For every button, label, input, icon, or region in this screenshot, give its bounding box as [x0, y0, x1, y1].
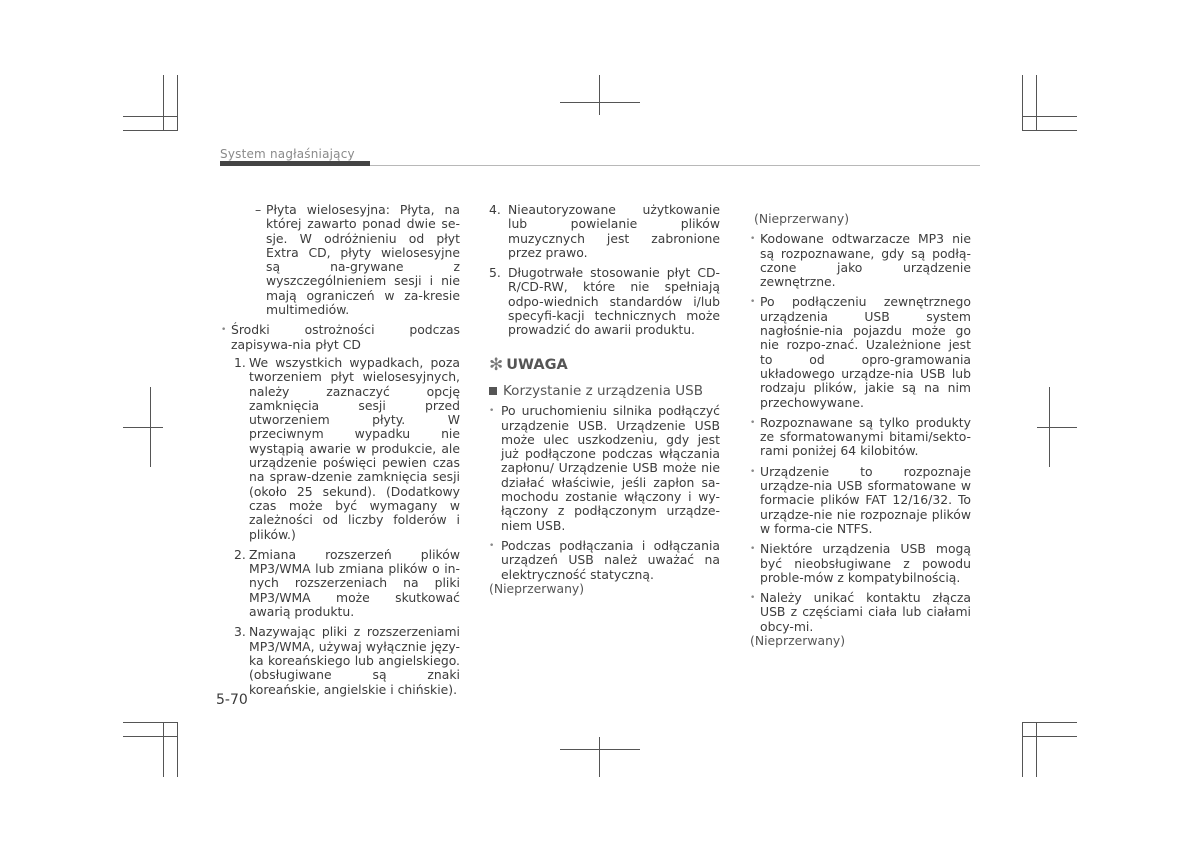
bullet-text: Należy unikać kontaktu złącza USB z częściami ciała lub ciałami obcy-mi. — [760, 590, 971, 634]
numbered-item-text: Nieautoryzowane użytkowanie lub powielanie plików muzycznych jest zabronione przez prawo. — [508, 202, 720, 260]
page-number: 5-70 — [216, 692, 248, 708]
numbered-item-text: Zmiana rozszerzeń plików MP3/WMA lub zmiana plików o in-nych rozszerzeniach na pliki MP3/WMA może skutkować awarią produktu. — [249, 546, 460, 620]
bullet-text: Urządzenie to rozpoznaje urządze-nia USB sformatowane w formacie plików FAT 12/16/32. To urządze-nie nie rozpoznaje plików w forma-cie NTFS. — [760, 463, 971, 536]
bullet-list-item: • Po uruchomieniu silnika podłączyć urządzenie USB. Urządzenie USB może ulec uszkodzeniu, gdy jest już podłączone podczas włączania zapłonu/ Urządzenie USB może nie działać właściwie, jeśli zapłon sa-mochodu zostanie włączony i wy-łączony z podłączonym urządze-niem USB. — [489, 403, 720, 533]
left-column — [221, 203, 460, 697]
bullet-list-item: • Urządzenie to rozpoznaje urządze-nia USB sformatowane w formacie plików FAT 12/16/32. To urządze-nie nie rozpoznaje plików w forma-cie NTFS. — [750, 463, 971, 536]
header-bar — [220, 161, 370, 166]
bullet-text: Po uruchomieniu silnika podłączyć urządzenie USB. Urządzenie USB może ulec uszkodzeniu, gdy jest już podłączone podczas włączania zapłonu/ Urządzenie USB może nie działać właściwie, jeśli zapłon sa-mochodu zostanie włączony i wy-łączony z podłączonym urządze-niem USB. — [501, 403, 720, 533]
numbered-item-1: 1. We wszystkich wypadkach, poza tworzeniem płyt wielosesyjnych, należy zaznaczyć opcję zamknięcia sesji przed utworzeniem płyty. W przeciwnym wypadku nie wystąpią awarie w produkcie, ale urządzenie poświęci pewien czas na spraw-dzenie zamknięcia sesji (około 25 sekund). (Dodatkowy czas może być wymagany w zależności od liczby folderów i plików.) — [234, 354, 460, 542]
bullet-text: Środki ostrożności podczas zapisywa-nia płyt CD — [231, 322, 460, 352]
bullet-list-item: • Po podłączeniu zewnętrznego urządzenia USB system nagłośnie-nia pojazdu może go nie rozpo-znać. Uzależnione jest to od opro-gramowania układowego urządze-nia USB lub rodzaju plików, jakie są na nim przechowywane. — [750, 294, 971, 410]
asterisk-icon: ✻ — [489, 354, 504, 375]
bullet-text: Kodowane odtwarzacze MP3 nie są rozpoznawane, gdy są podłą-czone jako urządzenie zewnętrzne. — [760, 231, 971, 290]
numbered-item-text: Długotrwałe stosowanie płyt CD-R/CD-RW, które nie spełniają odpo-wiednich standardów i/lub specyfi-kacji technicznych może prowadzić do awarii produktu. — [508, 265, 720, 338]
continued-label: (Nieprzerwany) — [750, 633, 846, 649]
section-title: System nagłaśniający — [220, 147, 355, 161]
warning-heading — [489, 354, 720, 375]
continued-label: (Nieprzerwany) — [754, 211, 850, 226]
header-rule — [370, 165, 980, 166]
numbered-item-text: We wszystkich wypadkach, poza tworzeniem płyt wielosesyjnych, należy zaznaczyć opcję zamknięcia sesji przed utworzeniem płyty. W przeciwnym wypadku nie wystąpią awarie w produkcie, ale urządzenie poświęci pewien czas na spraw-dzenie zamknięcia sesji (około 25 sekund). (Dodatkowy czas może być wymagany w zależności od liczby folderów i plików.) — [249, 354, 460, 542]
bullet-list-item: • Kodowane odtwarzacze MP3 nie są rozpoznawane, gdy są podłą-czone jako urządzenie zewnętrzne. — [750, 231, 971, 290]
bullet-list-item: • Niektóre urządzenia USB mogą być nieobsługiwane z powodu proble-mów z kompatybilnością. — [750, 541, 971, 585]
warning-title: UWAGA — [506, 356, 568, 373]
bullet-list-item: • Podczas podłączania i odłączania urządzeń USB należ uważać na elektryczność statyczną. — [489, 537, 720, 582]
bullet-list-item: • Środki ostrożności podczas zapisywa-nia płyt CD — [221, 322, 460, 352]
bullet-text: Podczas podłączania i odłączania urządzeń USB należ uważać na elektryczność statyczną. — [501, 537, 720, 582]
bullet-list-item: • Rozpoznawane są tylko produkty ze sformatowanymi bitami/sekto-rami poniżej 64 kilobitów. — [750, 414, 971, 459]
square-bullet-icon — [489, 387, 497, 395]
subheading-text: Korzystanie z urządzenia USB — [503, 382, 703, 399]
numbered-item-5: 5. Długotrwałe stosowanie płyt CD-R/CD-RW, które nie spełniają odpo-wiednich standardów i/lub specyfi-kacji technicznych może prowadzić do awarii produktu. — [489, 265, 720, 338]
numbered-item-2: 2. Zmiana rozszerzeń plików MP3/WMA lub zmiana plików o in-nych rozszerzeniach na pliki MP3/WMA może skutkować awarią produktu. — [234, 546, 460, 620]
bullet-list-item: • Należy unikać kontaktu złącza USB z częściami ciała lub ciałami obcy-mi. — [750, 590, 971, 634]
numbered-item-3: 3. Nazywając pliki z rozszerzeniami MP3/WMA, używaj wyłącznie języ-ka koreańskiego lub angielskiego. (obsługiwane są znaki koreańskie, angielskie i chińskie). — [234, 624, 460, 697]
bullet-text: Niektóre urządzenia USB mogą być nieobsługiwane z powodu proble-mów z kompatybilnością. — [760, 541, 971, 585]
dash-list-item: – Płyta wielosesyjna: Płyta, na której zawarto ponad dwie se-sje. W odróżnieniu od płyt Extra CD, płyty wielosesyjne są na-grywane z wyszczególnieniem sesji i nie mają ograniczeń w za-kresie multimediów. — [255, 202, 460, 318]
usb-subheading — [489, 384, 720, 398]
middle-column — [489, 203, 720, 596]
bullet-text: Rozpoznawane są tylko produkty ze sformatowanymi bitami/sekto-rami poniżej 64 kilobitów. — [760, 414, 971, 459]
numbered-item-4: 4. Nieautoryzowane użytkowanie lub powielanie plików muzycznych jest zabronione przez prawo. — [489, 202, 720, 260]
bullet-text: Po podłączeniu zewnętrznego urządzenia USB system nagłośnie-nia pojazdu może go nie rozpo-znać. Uzależnione jest to od opro-gramowania układowego urządze-nia USB lub rodzaju plików, jakie są na nim przechowywane. — [760, 294, 971, 410]
right-column — [750, 212, 971, 648]
dash-item-text: Płyta wielosesyjna: Płyta, na której zawarto ponad dwie se-sje. W odróżnieniu od płyt Extra CD, płyty wielosesyjne są na-grywane z wyszczególnieniem sesji i nie mają ograniczeń w za-kresie multimediów. — [266, 202, 460, 318]
continued-label: (Nieprzerwany) — [489, 580, 585, 596]
numbered-item-text: Nazywając pliki z rozszerzeniami MP3/WMA, używaj wyłącznie języ-ka koreańskiego lub angielskiego. (obsługiwane są znaki koreańskie, angielskie i chińskie). — [249, 624, 460, 697]
